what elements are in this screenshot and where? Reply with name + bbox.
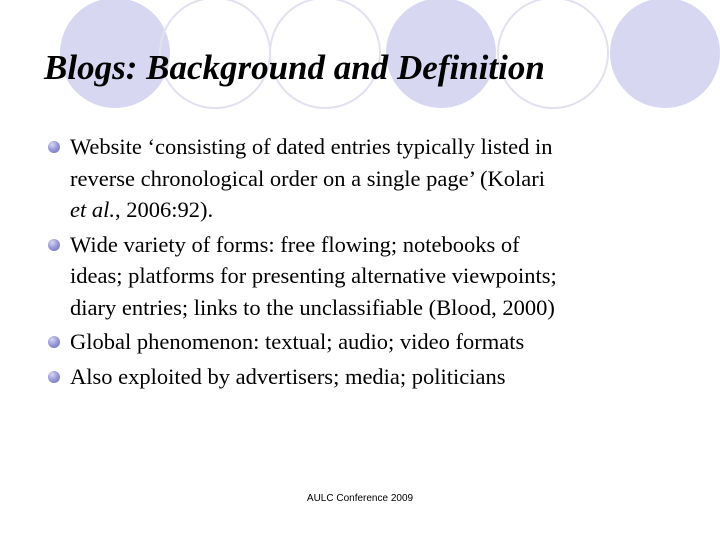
- bullet-item: [46, 131, 696, 226]
- slide-title: Blogs: Background and Definition: [44, 48, 545, 87]
- slide-footer: AULC Conference 2009: [306, 493, 414, 504]
- bullet-line: Global phenomenon: textual; audio; video formats: [70, 329, 525, 354]
- bullet-item: [46, 229, 696, 324]
- citation-italic: et al.: [70, 197, 115, 222]
- bullet-line: Wide variety of forms: free flowing; notebooks of: [70, 231, 520, 257]
- bullet-icon: [48, 371, 60, 383]
- bullet-icon: [48, 239, 60, 251]
- bullet-item: [46, 326, 696, 358]
- bullet-line: Also exploited by advertisers; media; politicians: [70, 363, 506, 389]
- bullet-line: [70, 194, 696, 226]
- bullet-line: reverse chronological order on a single page’ (Kolari: [70, 165, 546, 191]
- bullet-line: ideas; platforms for presenting alternative viewpoints;: [70, 263, 557, 288]
- bullet-item: [46, 361, 696, 393]
- bullet-icon: [48, 141, 60, 153]
- bullet-line: diary entries; links to the unclassifiable (Blood, 2000): [70, 294, 555, 320]
- bullet-list: [46, 131, 696, 395]
- citation-rest: , 2006:92).: [115, 197, 214, 222]
- bullet-line: Website ‘consisting of dated entries typically listed in: [70, 134, 553, 159]
- bullet-icon: [48, 336, 60, 348]
